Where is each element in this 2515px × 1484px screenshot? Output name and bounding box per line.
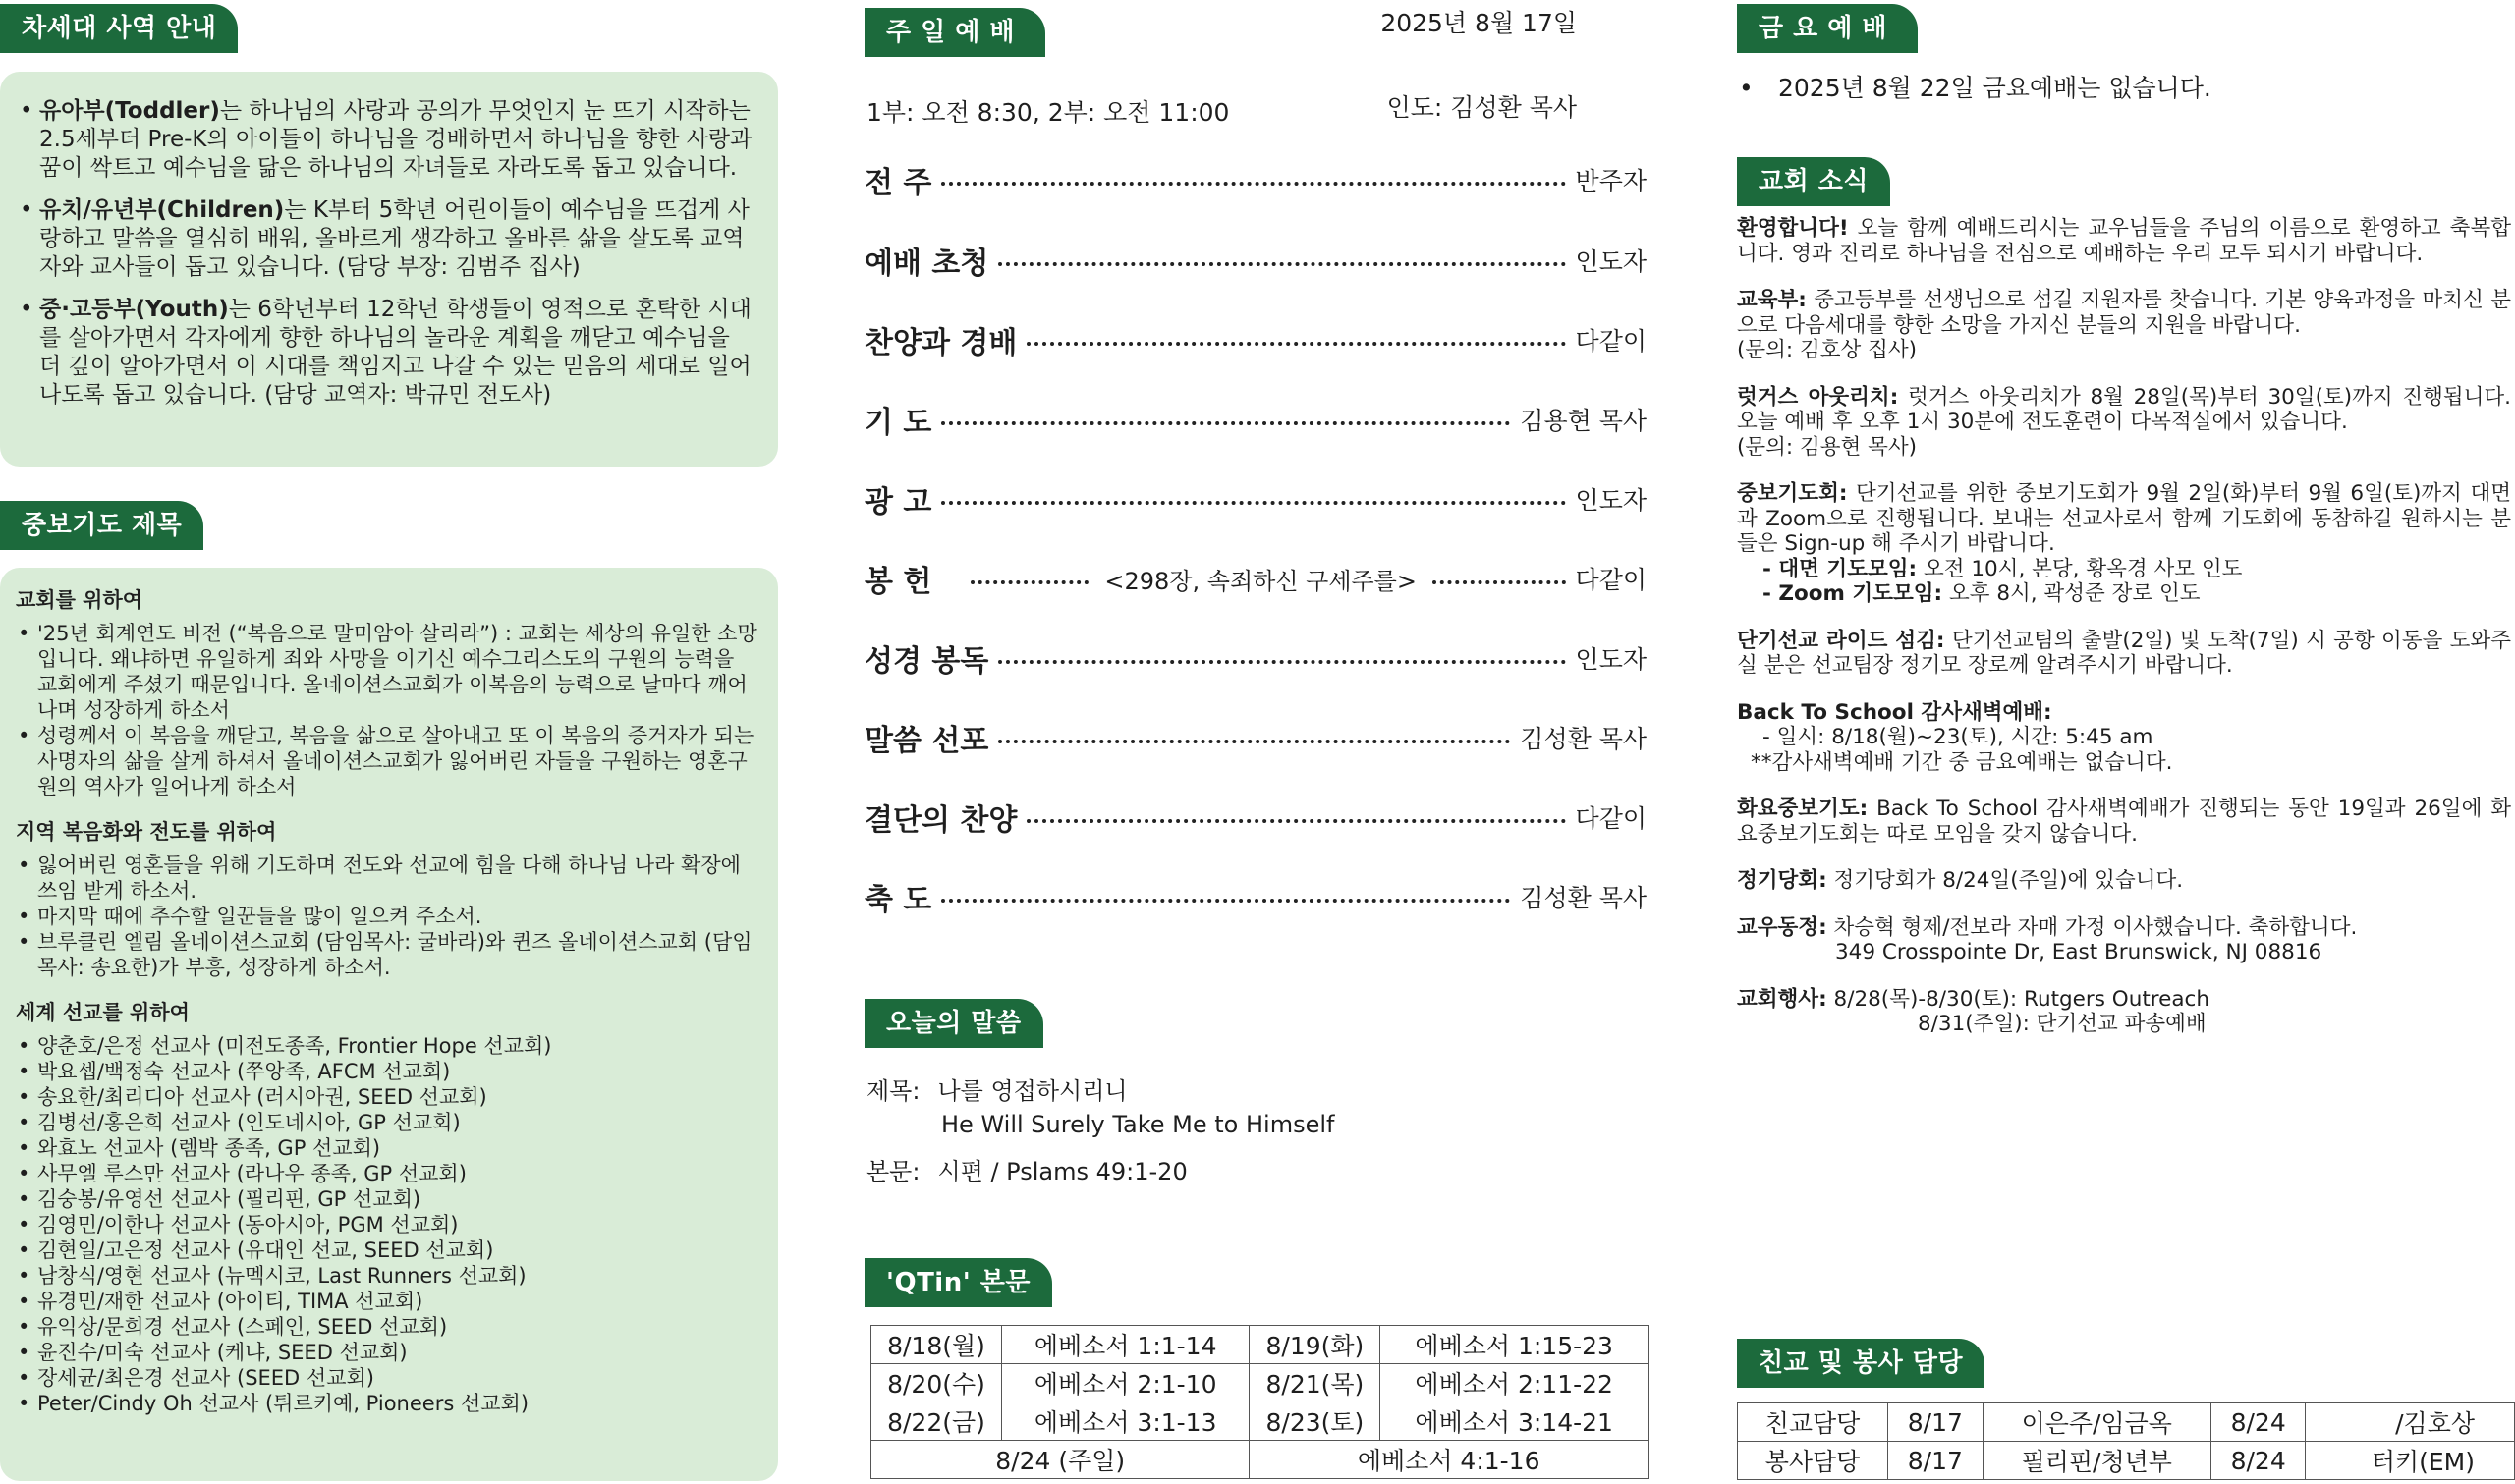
duty-assignee: /김호상 xyxy=(2306,1403,2515,1442)
news-intercession: 중보기도회: 단기선교를 위한 중보기도회가 9월 2일(화)부터 9월 6일(토)까지 대면과 Zoom으로 진행됩니다. 보내는 선교사로서 함께 기도회에 동참하길 원하시는 분들은 Sign-up 해 주시기 바랍니다. - 대면 기도모임: 오전 10시, 본당, 황옥경 사모 인도 - Zoom 기도모임: 오후 8시, 곽성준 장로 인도 xyxy=(1737,481,2511,606)
news-members: 교우동정: 차승혁 형제/전보라 자매 가정 이사했습니다. 축하합니다. 349 Crosspointe Dr, East Brunswick, NJ 08816 xyxy=(1737,914,2358,964)
duty-date: 8/24 xyxy=(2210,1442,2306,1480)
news-ride: 단기선교 라이드 섬김: 단기선교팀의 출발(2일) 및 도착(7일) 시 공항 이동을 도와주실 분은 선교팀장 정기모 장로께 알려주시기 바랍니다. xyxy=(1737,628,2511,678)
dotted-leader xyxy=(941,899,1510,903)
scripture-reference: 시편 / Pslams 49:1-20 xyxy=(937,1158,1188,1185)
qtin-date: 8/22(금) xyxy=(871,1402,1002,1441)
duty-date: 8/17 xyxy=(1888,1442,1984,1480)
table-row xyxy=(871,1364,1649,1402)
duty-type: 봉사담당 xyxy=(1738,1442,1888,1480)
order-title: 광 고 xyxy=(865,485,932,520)
region-prayer-list xyxy=(16,852,758,980)
offering-hymn: <298장, 속죄하신 구세주를> xyxy=(1104,567,1417,595)
missionary-list xyxy=(16,1033,758,1416)
church-prayer-item: • 성령께서 이 복음을 깨닫고, 복음을 삶으로 살아내고 또 이 복음의 증거자가 되는 사명자의 삶을 살게 하셔서 올네이션스교회가 잃어버린 자들을 구원하는 영혼구원의 역사가 일어나게 하소서 xyxy=(16,723,758,799)
right-column xyxy=(1737,0,2515,1484)
table-row xyxy=(871,1326,1649,1364)
duty-assignee: 터키(EM) xyxy=(2306,1442,2515,1480)
service-tab: 친교 및 봉사 담당 xyxy=(1737,1339,1984,1388)
qtin-passage: 에베소서 1:1-14 xyxy=(1002,1326,1250,1364)
missionary-item: • 유경민/재한 선교사 (아이티, TIMA 선교회) xyxy=(16,1289,758,1314)
duty-date: 8/17 xyxy=(1888,1403,1984,1442)
word-tab: 오늘의 말씀 xyxy=(865,999,1043,1048)
qtin-date: 8/24 (주일) xyxy=(871,1441,1250,1479)
qtin-passage: 에베소서 2:1-10 xyxy=(1002,1364,1250,1402)
region-prayer-item: • 브루클린 엘림 올네이션스교회 (담임목사: 굴바라)와 퀸즈 올네이션스교회 (담임목사: 송요한)가 부흥, 성장하게 하소서. xyxy=(16,929,758,980)
missionary-item: • 김병선/홍은희 선교사 (인도네시아, GP 선교회) xyxy=(16,1110,758,1135)
order-person: 다같이 xyxy=(1575,566,1647,594)
middle-column xyxy=(865,0,1655,1484)
news-tab: 교회 소식 xyxy=(1737,157,1890,206)
missionary-item: • 박요셉/백정숙 선교사 (쭈앙족, AFCM 선교회) xyxy=(16,1059,758,1084)
region-prayer-item: • 잃어버린 영혼들을 위해 기도하며 전도와 선교에 힘을 다해 하나님 나라 확장에 쓰임 받게 하소서. xyxy=(16,852,758,904)
church-prayer-list xyxy=(16,621,758,799)
order-title: 말씀 선포 xyxy=(865,724,989,758)
order-person: 반주자 xyxy=(1575,167,1647,195)
order-row-prelude xyxy=(865,158,1647,201)
order-person: 인도자 xyxy=(1575,645,1647,674)
news-rutgers: 럿거스 아웃리치: 럿거스 아웃리치가 8월 28일(목)부터 30일(토)까지 진행됩니다. 오늘 예배 후 오후 1시 30분에 전도훈련이 다목적실에서 있습니다. (문의: 김용현 목사) xyxy=(1737,384,2512,460)
word-block xyxy=(866,1074,1334,1188)
qtin-date: 8/23(토) xyxy=(1250,1402,1380,1441)
table-row xyxy=(871,1441,1649,1479)
order-person: 다같이 xyxy=(1575,804,1647,833)
missionary-item: • Peter/Cindy Oh 선교사 (튀르키예, Pioneers 선교회) xyxy=(16,1391,758,1416)
missionary-item: • 장세균/최은경 선교사 (SEED 선교회) xyxy=(16,1365,758,1391)
service-table xyxy=(1737,1402,2515,1480)
missionary-item: • 김영민/이한나 선교사 (동아시아, PGM 선교회) xyxy=(16,1212,758,1237)
missionary-item: • 윤진수/미숙 선교사 (케냐, SEED 선교회) xyxy=(16,1340,758,1365)
news-welcome: 환영합니다! 오늘 함께 예배드리시는 교우님들을 주님의 이름으로 환영하고 축복합니다. 영과 진리로 하나님을 전심으로 예배하는 우리 모두 되시기 바랍니다. xyxy=(1737,216,2511,266)
church-prayer-item: • '25년 회계연도 비전 (“복음으로 말미암아 살리라”) : 교회는 세상의 유일한 소망입니다. 왜냐하면 유일하게 죄와 사망을 이기신 예수그리스도의 구원의 능력을 교회에게 주셨기 때문입니다. 올네이션스교회가 이복음의 능력으로 날마다 깨어나며 성장하게 하소서 xyxy=(16,621,758,723)
prayer-tab: 중보기도 제목 xyxy=(0,501,203,550)
order-title: 봉 헌 xyxy=(865,565,932,599)
friday-note: • 2025년 8월 22일 금요예배는 없습니다. xyxy=(1739,74,2211,102)
order-title: 예배 초청 xyxy=(865,247,989,281)
ministry-tab: 차세대 사역 안내 xyxy=(0,4,238,53)
order-of-worship xyxy=(865,0,1650,943)
order-row-announce xyxy=(865,477,1647,521)
order-row-offering xyxy=(865,557,1647,600)
ministry-panel xyxy=(0,72,778,467)
sermon-title-ko: 나를 영접하시리니 xyxy=(937,1077,1128,1105)
duty-type: 친교담당 xyxy=(1738,1403,1888,1442)
order-row-scripture xyxy=(865,636,1647,680)
dotted-leader xyxy=(971,580,1089,584)
qtin-date: 8/18(월) xyxy=(871,1326,1002,1364)
order-title: 기 도 xyxy=(865,406,932,440)
dotted-leader xyxy=(998,262,1565,266)
dotted-leader xyxy=(1027,342,1565,346)
qtin-date: 8/19(화) xyxy=(1250,1326,1380,1364)
sunday-tab: 주일예배 xyxy=(865,8,1045,57)
qtin-passage: 에베소서 1:15-23 xyxy=(1380,1326,1649,1364)
missionary-item: • 김현일/고은정 선교사 (유대인 선교, SEED 선교회) xyxy=(16,1237,758,1263)
ministry-children: • 유치/유년부(Children)는 K부터 5학년 어린이들이 예수님을 뜨겁게 사랑하고 말씀을 열심히 배워, 올바르게 생각하고 올바른 삶을 살도록 교역자와 교사들이 돕고 있습니다. (담당 부장: 김범주 집사) xyxy=(18,196,758,282)
table-row xyxy=(1738,1403,2515,1442)
table-row xyxy=(871,1402,1649,1441)
qtin-passage: 에베소서 3:1-13 xyxy=(1002,1402,1250,1441)
order-person: 김용현 목사 xyxy=(1520,407,1647,435)
table-row xyxy=(1738,1442,2515,1480)
missionary-item: • 남창식/영현 선교사 (뉴멕시코, Last Runners 선교회) xyxy=(16,1263,758,1289)
order-row-benediction xyxy=(865,875,1647,918)
qtin-tab: 'QTin' 본문 xyxy=(865,1258,1052,1307)
qtin-date: 8/21(목) xyxy=(1250,1364,1380,1402)
service-date: 2025년 8월 17일 xyxy=(1380,9,1577,37)
region-prayer-heading: 지역 복음화와 전도를 위하여 xyxy=(16,820,277,844)
news-events: 교회행사: 8/28(목)-8/30(토): Rutgers Outreach 8/31(주일): 단기선교 파송예배 xyxy=(1737,986,2209,1036)
prayer-panel xyxy=(0,568,778,1481)
order-title: 결단의 찬양 xyxy=(865,803,1018,838)
missionary-item: • 사무엘 루스만 선교사 (라나우 종족, GP 선교회) xyxy=(16,1161,758,1186)
dotted-leader xyxy=(998,740,1510,743)
qtin-passage: 에베소서 4:1-16 xyxy=(1250,1441,1649,1479)
worship-leader: 인도: 김성환 목사 xyxy=(1386,93,1577,122)
news-back-to-school: Back To School 감사새벽예배: - 일시: 8/18(월)~23(토), 시간: 5:45 am **감사새벽예배 기간 중 금요예배는 없습니다. xyxy=(1737,699,2173,775)
dotted-leader xyxy=(941,501,1565,505)
order-row-praise xyxy=(865,318,1647,361)
news-education: 교육부: 중고등부를 선생님으로 섬길 지원자를 찾습니다. 기본 양육과정을 마치신 분으로 다음세대를 향한 소망을 가지신 분들의 지원을 바랍니다. (문의: 김호상 집사) xyxy=(1737,288,2511,362)
missionary-item: • 와효노 선교사 (렘박 종족, GP 선교회) xyxy=(16,1135,758,1161)
missionary-item: • 양춘호/은정 선교사 (미전도종족, Frontier Hope 선교회) xyxy=(16,1033,758,1059)
order-title: 전 주 xyxy=(865,166,932,200)
region-prayer-item: • 마지막 때에 추수할 일꾼들을 많이 일으켜 주소서. xyxy=(16,904,758,929)
duty-assignee: 이은주/임금옥 xyxy=(1983,1403,2210,1442)
qtin-date: 8/20(수) xyxy=(871,1364,1002,1402)
duty-assignee: 필리핀/청년부 xyxy=(1983,1442,2210,1480)
dotted-leader xyxy=(941,182,1565,186)
order-person: 김성환 목사 xyxy=(1520,725,1647,753)
order-person: 인도자 xyxy=(1575,247,1647,276)
qtin-passage: 에베소서 2:11-22 xyxy=(1380,1364,1649,1402)
duty-date: 8/24 xyxy=(2210,1403,2306,1442)
missionary-item: • 송요한/최리디아 선교사 (러시아권, SEED 선교회) xyxy=(16,1084,758,1110)
missionary-item: • 유익상/문희경 선교사 (스페인, SEED 선교회) xyxy=(16,1314,758,1340)
order-person: 김성환 목사 xyxy=(1520,884,1647,912)
qtin-passage: 에베소서 3:14-21 xyxy=(1380,1402,1649,1441)
sermon-title-en: He Will Surely Take Me to Himself xyxy=(941,1111,1335,1138)
word-text-label: 본문: xyxy=(866,1158,921,1185)
news-tuesday: 화요중보기도: Back To School 감사새벽예배가 진행되는 동안 19일과 26일에 화요중보기도회는 따로 모임을 갖지 않습니다. xyxy=(1737,797,2511,847)
order-row-call xyxy=(865,239,1647,282)
order-title: 성경 봉독 xyxy=(865,644,989,679)
ministry-list xyxy=(18,97,758,410)
word-title-label: 제목: xyxy=(866,1077,921,1105)
dotted-leader xyxy=(1027,819,1565,823)
left-column xyxy=(0,0,781,1484)
order-title: 축 도 xyxy=(865,883,932,917)
news-session: 정기당회: 정기당회가 8/24일(주일)에 있습니다. xyxy=(1737,868,2184,893)
friday-tab: 금요예배 xyxy=(1737,4,1918,53)
service-times: 1부: 오전 8:30, 2부: 오전 11:00 xyxy=(866,98,1230,127)
order-row-prayer xyxy=(865,398,1647,441)
order-title: 찬양과 경배 xyxy=(865,326,1018,360)
order-person: 인도자 xyxy=(1575,486,1647,515)
qtin-table xyxy=(870,1325,1649,1479)
ministry-toddler: • 유아부(Toddler)는 하나님의 사랑과 공의가 무엇인지 눈 뜨기 시작하는 2.5세부터 Pre-K의 아이들이 하나님을 경배하면서 하나님을 향한 사랑과 꿈이 싹트고 예수님을 닮은 하나님의 자녀들로 자라도록 돕고 있습니다. xyxy=(18,97,758,183)
church-prayer-heading: 교회를 위하여 xyxy=(16,588,143,612)
church-news xyxy=(1737,216,2511,1059)
order-row-sermon xyxy=(865,716,1647,759)
ministry-youth: • 중·고등부(Youth)는 6학년부터 12학년 학생들이 영적으로 혼탁한 시대를 살아가면서 각자에게 향한 하나님의 놀라운 계획을 깨닫고 예수님을 더 깊이 알아가면서 이 시대를 책임지고 나갈 수 있는 믿음의 세대로 일어나도록 돕고 있습니다. (담당 교역자: 박규민 전도사) xyxy=(18,296,758,410)
dotted-leader xyxy=(1432,580,1566,584)
order-row-response xyxy=(865,796,1647,839)
missionary-item: • 김숭봉/유영선 선교사 (필리핀, GP 선교회) xyxy=(16,1186,758,1212)
dotted-leader xyxy=(998,660,1565,664)
dotted-leader xyxy=(941,421,1510,425)
world-prayer-heading: 세계 선교를 위하여 xyxy=(16,1001,190,1024)
order-person: 다같이 xyxy=(1575,327,1647,356)
